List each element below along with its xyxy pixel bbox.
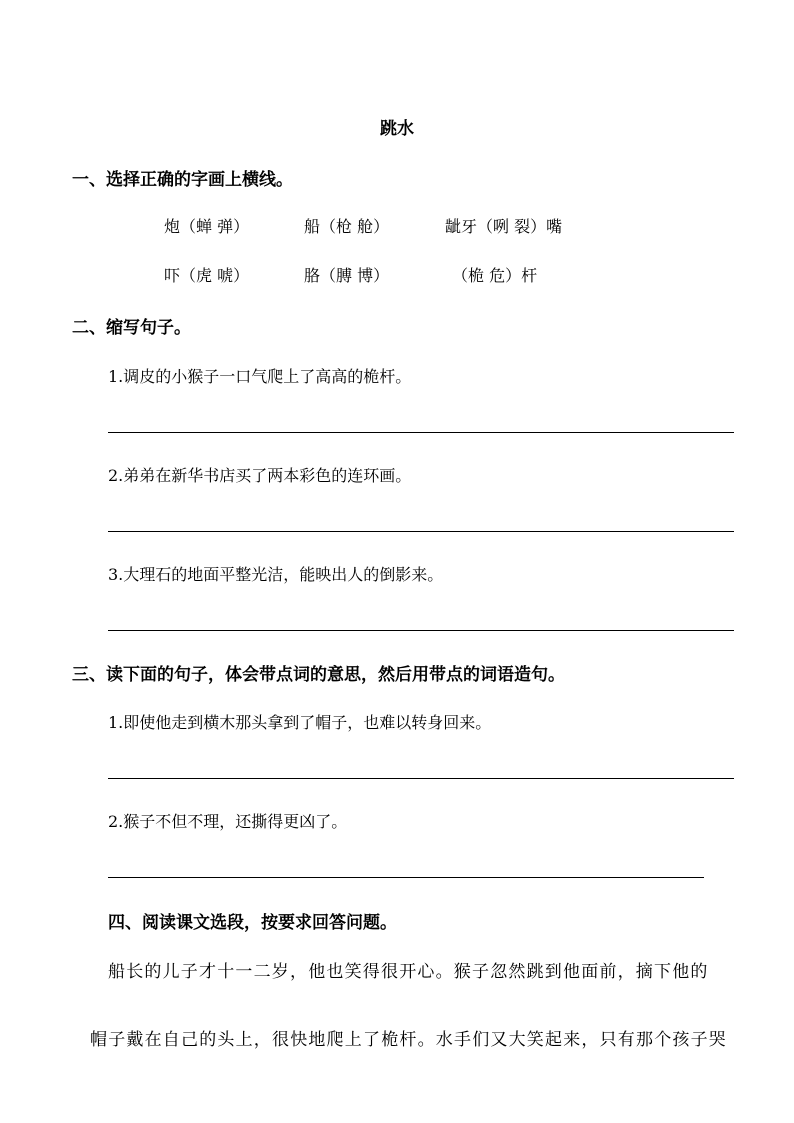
page-title: 跳水 <box>380 119 414 139</box>
choice-row1-item3: 龇牙（咧 裂）嘴 <box>445 217 563 236</box>
passage-line-2: 帽子戴在自己的头上，很快地爬上了桅杆。水手们又大笑起来，只有那个孩子哭 <box>90 1030 727 1050</box>
answer-line-2-2[interactable] <box>108 531 734 532</box>
choice-row2-item3: （桅 危）杆 <box>452 266 538 285</box>
section2-item-2: 2.弟弟在新华书店买了两本彩色的连环画。 <box>108 466 412 485</box>
section2-heading: 二、缩写句子。 <box>72 318 191 338</box>
section4-heading: 四、阅读课文选段，按要求回答问题。 <box>108 913 397 933</box>
choice-row2-item1: 吓（虎 唬） <box>164 266 250 285</box>
section3-item-1: 1.即使他走到横木那头拿到了帽子，也难以转身回来。 <box>108 713 492 732</box>
section2-item-3: 3.大理石的地面平整光洁，能映出人的倒影来。 <box>108 565 444 584</box>
section2-item-1: 1.调皮的小猴子一口气爬上了高高的桅杆。 <box>108 367 412 386</box>
passage-line-1: 船长的儿子才十一二岁，他也笑得很开心。猴子忽然跳到他面前，摘下他的 <box>108 962 709 982</box>
answer-line-3-2[interactable] <box>108 877 704 878</box>
answer-line-2-1[interactable] <box>108 432 734 433</box>
choice-row1-item2: 船（枪 舱） <box>304 217 390 236</box>
answer-line-3-1[interactable] <box>108 778 734 779</box>
section3-heading: 三、读下面的句子，体会带点词的意思，然后用带点的词语造句。 <box>72 665 565 685</box>
answer-line-2-3[interactable] <box>108 630 734 631</box>
choice-row1-item1: 炮（蝉 弹） <box>164 217 250 236</box>
section1-heading: 一、选择正确的字画上横线。 <box>72 170 293 190</box>
choice-row2-item2: 胳（膊 博） <box>304 266 390 285</box>
section3-item-2: 2.猴子不但不理，还撕得更凶了。 <box>108 812 348 831</box>
